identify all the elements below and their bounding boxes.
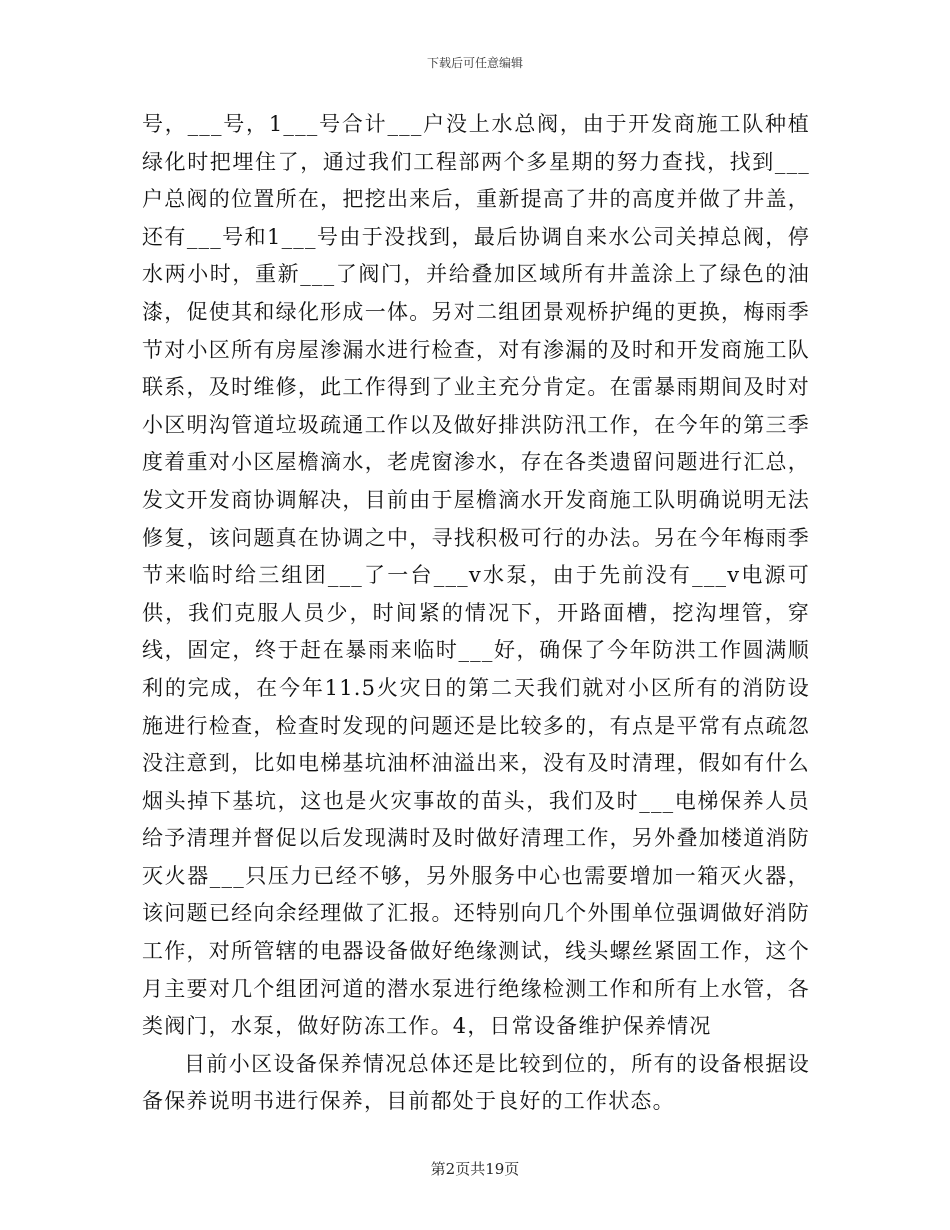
document-body (142, 106, 810, 1121)
page-number: 第2页共19页 (430, 1160, 520, 1178)
paragraph-maintenance: 目前小区设备保养情况总体还是比较到位的，所有的设备根据设备保养说明书进行保养，目前都处于良好的工作状态。 (142, 1051, 810, 1114)
paragraph-continued: 号，___号，1___号合计___户没上水总阀，由于开发商施工队种植绿化时把埋住了，通过我们工程部两个多星期的努力查找，找到___户总阀的位置所在，把挖出来后，重新提高了井的高度并做了井盖，还有___号和1___号由于没找到，最后协调自来水公司关掉总阀，停水两小时，重新___了阀门，并给叠加区域所有井盖涂上了绿色的油漆，促使其和绿化形成一体。另对二组团景观桥护绳的更换，梅雨季节对小区所有房屋渗漏水进行检查，对有渗漏的及时和开发商施工队联系，及时维修，此工作得到了业主充分肯定。在雷暴雨期间及时对小区明沟管道垃圾疏通工作以及做好排洪防汛工作，在今年的第三季度着重对小区屋檐滴水，老虎窗渗水，存在各类遗留问题进行汇总，发文开发商协调解决，目前由于屋檐滴水开发商施工队明确说明无法修复，该问题真在协调之中，寻找积极可行的办法。另在今年梅雨季节来临时给三组团___了一台___v水泵，由于先前没有___v电源可供，我们克服人员少，时间紧的情况下，开路面槽，挖沟埋管，穿线，固定，终于赶在暴雨来临时___好，确保了今年防洪工作圆满顺利的完成，在今年11.5火灾日的第二天我们就对小区所有的消防设施进行检查，检查时发现的问题还是比较多的，有点是平常有点疏忽没注意到，比如电梯基坑油杯油溢出来，没有及时清理，假如有什么烟头掉下基坑，这也是火灾事故的苗头，我们及时___电梯保养人员给予清理并督促以后发现满时及时做好清理工作，另外叠加楼道消防灭火器___只压力已经不够，另外服务中心也需要增加一箱灭火器，该问题已经向余经理做了汇报。还特别向几个外围单位强调做好消防工作，对所管辖的电器设备做好绝缘测试，线头螺丝紧固工作，这个月主要对几个组团河道的潜水泵进行绝缘检测工作和所有上水管，各类阀门，水泵，做好防冻工作。4，日常设备维护保养情况 (142, 112, 810, 1039)
page-header: 下载后可任意编辑 (426, 56, 523, 70)
